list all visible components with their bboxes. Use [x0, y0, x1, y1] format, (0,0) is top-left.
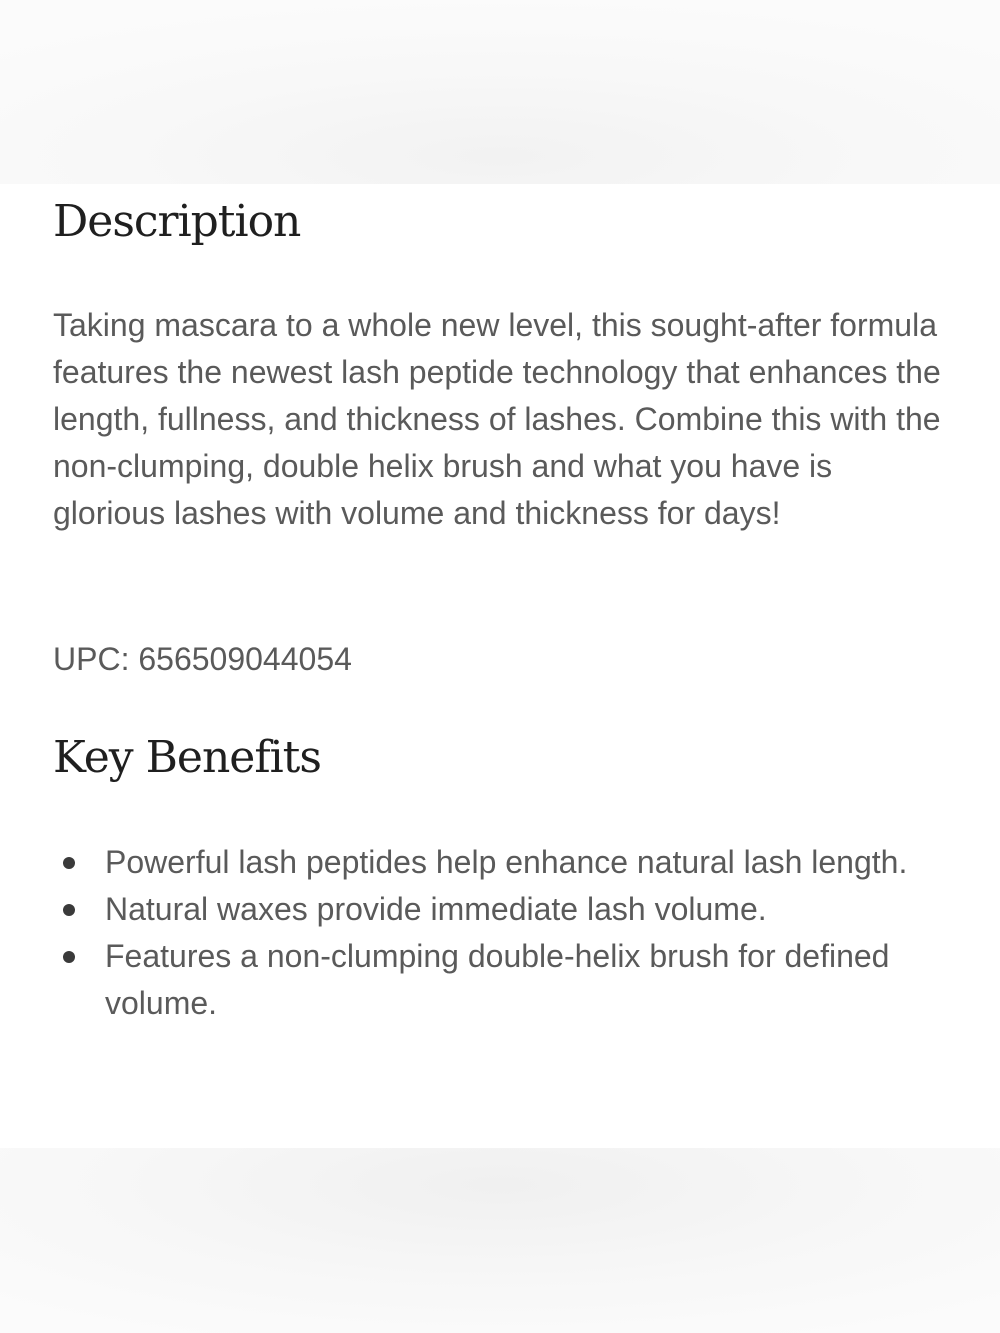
benefit-item — [53, 933, 943, 1027]
benefit-text: Powerful lash peptides help enhance natural lash length. — [105, 844, 908, 880]
bullet-icon — [63, 857, 75, 869]
benefit-item — [53, 886, 943, 933]
key-benefits-heading: Key Benefits — [53, 732, 321, 783]
bullet-icon — [63, 904, 75, 916]
benefit-text: Features a non-clumping double-helix brush for defined volume. — [105, 938, 890, 1021]
description-text: Taking mascara to a whole new level, this sought-after formula features the newest lash peptide technology that enhances the length, fullness, and thickness of lashes. Combine this with the non-clumping, double helix brush and what you have is glorious lashes with volume and thickness for days! — [53, 307, 941, 531]
key-benefits-list — [53, 839, 943, 1027]
bottom-backdrop — [0, 1148, 1000, 1333]
upc-code: UPC: 656509044054 — [53, 641, 352, 677]
bullet-icon — [63, 951, 75, 963]
description-heading: Description — [53, 196, 301, 247]
top-backdrop — [0, 0, 1000, 184]
benefit-text: Natural waxes provide immediate lash volume. — [105, 891, 767, 927]
benefit-item — [53, 839, 943, 886]
product-details-card — [0, 184, 1000, 1148]
